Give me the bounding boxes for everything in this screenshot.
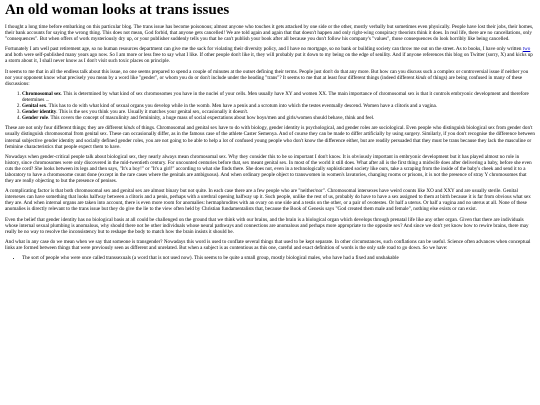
paragraph-kinds: These are not only four different things; they are different kinds of things. Chromosomal and genital sex have to do with biology, gender identity is psychological, and gender roles are sociological. Even people who distinguish biological sex from gender don't usually distinguish chromosomal from genital sex. These can occasionally differ, as in the famous case of the athlete Caster Semenya. And of course they can be made to differ artificially by using surgery. Similarly, if you don't recognise the difference between internal subjective gender identity and socially defined gender roles, you are not going to be able to help a lot of confused young people who don't know the difference either, but are readily persuaded that they must be trans because they lack the masculine or feminine characteristics that people expect them to have.	[5, 125, 535, 150]
paragraph-retirement	[5, 46, 535, 64]
list-text: . This is the sex you think you are. Usually it matches your genital sex, occasionally it doesn't.	[56, 109, 249, 116]
list-item	[22, 115, 535, 121]
emphasis: kinds	[415, 74, 427, 81]
list-term: Gender identity	[22, 109, 57, 116]
list-term: Genital sex	[22, 103, 47, 110]
paragraph-text: Fortunately I am well past retirement age, so no human resources department can give me the sack for violating their diversity policy, and I have no mortgage, so no bank or building society can throw me out on the street. As to books, I have only written	[5, 46, 523, 53]
list-item: • The sort of people who were once called transsexuals (a word that is not used now). This seems to be quite a small group, mostly biological males, who have had a fixed and unshakable	[22, 255, 535, 261]
list-term: Chromosomal sex	[22, 90, 61, 97]
paragraph-definitions: It seems to me that in all the endless talk about this issue, no one seems prepared to spend a couple of minutes at the outset defining their terms. People just don't do that any more. But how can you discuss such a complex or controversial issue if neither you nor your opponent know what precisely you mean by a word like "gender", or whom you do or don't include under the heading "trans"? It seems to me that at least four different things (indeed different kinds of things) are being confused in many of these discussions:	[5, 68, 529, 87]
paragraph-transgender: And what in any case do we mean when we say that someone is transgender? Nowadays this word is used to conflate several things that used to be kept separate. In other circumstances, such conflations can be useful. Science often advances when conceptual links are formed between things that were previously seen as different and unrelated. But when a subject is as contentious as this one, careful and exact definition of words is the only safe road to go down. So we have:	[5, 238, 531, 251]
definitions-list	[5, 91, 535, 121]
emphasis: kinds	[123, 125, 135, 132]
books-link[interactable]: two	[522, 46, 531, 53]
transgender-list	[5, 255, 535, 261]
list-item	[22, 91, 535, 103]
page-title: An old woman looks at trans issues	[5, 2, 230, 18]
paragraph-intersex: A complicating factor is that both chromosomal sex and genital sex are almost binary but not quite. In each case there are a few people who are "neither/nor". Chromosomal intersexes have weird counts like XO and XXY and are usually sterile. Genital intersexes can have something that looks halfway between a clitoris and a penis, perhaps with a urethral opening halfway up it. Such people, unlike the rest of us, probably do have to have a sex assigned to them at birth because it is far from obvious what sex they are. And when internal organs are taken into account, there is even more room for anomalies: hermaphrodites with an ovary on one side and a testis on the other, or a pair of ovotestes. Or half a uterus. Or half a vagina and no uterus at all. None of these anomalies is directly relevant to the trans issue but they do give the lie to the view often held by Christian fundamentalists that, because the Book of Genesis says "God created them male and female", nothing else exists or can exist.	[5, 188, 531, 213]
paragraph-intro: I thought a long time before embarking on this particular blog. The trans issue has become poisonous; almost anyone who touches it gets attacked by one side or the other, mostly verbally but sometimes even physically. People have lost their jobs, their homes, their bank accounts for saying the wrong thing. This does not mean, God forbid, that anyone gets cancelled! We are told again and again that that doesn't happen and only right-wing conspiracy theorists think it does. In real life, there are no cancellations, only "consequences". But when offers of work mysteriously dry up, or your publisher suddenly tells you that he can't publish your book after all because you don't follow his company's "values", those consequences do look horribly like being cancelled.	[5, 24, 534, 43]
list-text: . This has to do with what kind of sexual organs you develop while in the womb. Men have a penis and a scrotum into which the testes eventually descend. Women have a clitoris and a vagina.	[46, 103, 438, 110]
list-text: . This is determined by what kind of sex chromosomes you have in the nuclei of your cells. Men usually have XY and women XX. The main importance of chromosomal sex is that it controls embryonic development and therefore determines ...	[22, 90, 529, 103]
list-text: . This covers the concept of masculinity and femininity, a huge mass of social expectations about how boys/men and girls/women should behave, think and feel.	[47, 115, 375, 122]
paragraph-chromosomal: Nowadays when gender-critical people talk about biological sex, they nearly always mean chromosomal sex. Why they consider this to be so important I don't know. It is obviously important in embryonic development but it has played almost no role in history, since chromosomes were only discovered in the mid-twentieth century. For uncounted centuries before that, sex meant genital sex. In most of the world it still does. What after all is the first thing a midwife does after delivering a baby, before she even cuts the cord? She looks between its legs and then says, "It's a boy!" or "It's a girl!" according to what she finds there. She does not, even in a technologically sophisticated society like ours, take a scraping from the inside of the baby's cheek and send it to a laboratory to have a chromosome count done (except in the rare cases where the genitals are ambiguous). And when ordinary people object to transwomen in women's lavatories, changing rooms or prisons, it is not the presence of stray Y chromosomes that they are really objecting to but the presence of penises.	[5, 153, 532, 185]
paragraph-text: and both were self-published many years ago now. So I am more or less free to say what I like. If other people don't like it, they will probably put it down to my being on the edge of senility. And if anyone references this blog on Twitter (sorry, X) and kicks up a storm about it, I shall never know as I don't visit such toxic places on principle.	[5, 52, 533, 65]
paragraph-brain: Even the belief that gender identity has no biological basis at all could be challenged on the ground that we think with our brains, and the brain is a biological organ which develops through prenatal life like any other organ. Given that there are individuals whose internal sexual plumbing is anomalous, why should there not be other individuals whose neural pathways and connections are anomalous and perhaps more appropriate to the opposite sex? And since we don't yet know how to rewire brains, there may really be no way to resolve the inconsistency but to reshape the body to match how the brain insists it should be.	[5, 216, 529, 235]
list-term: Gender role	[22, 115, 48, 122]
